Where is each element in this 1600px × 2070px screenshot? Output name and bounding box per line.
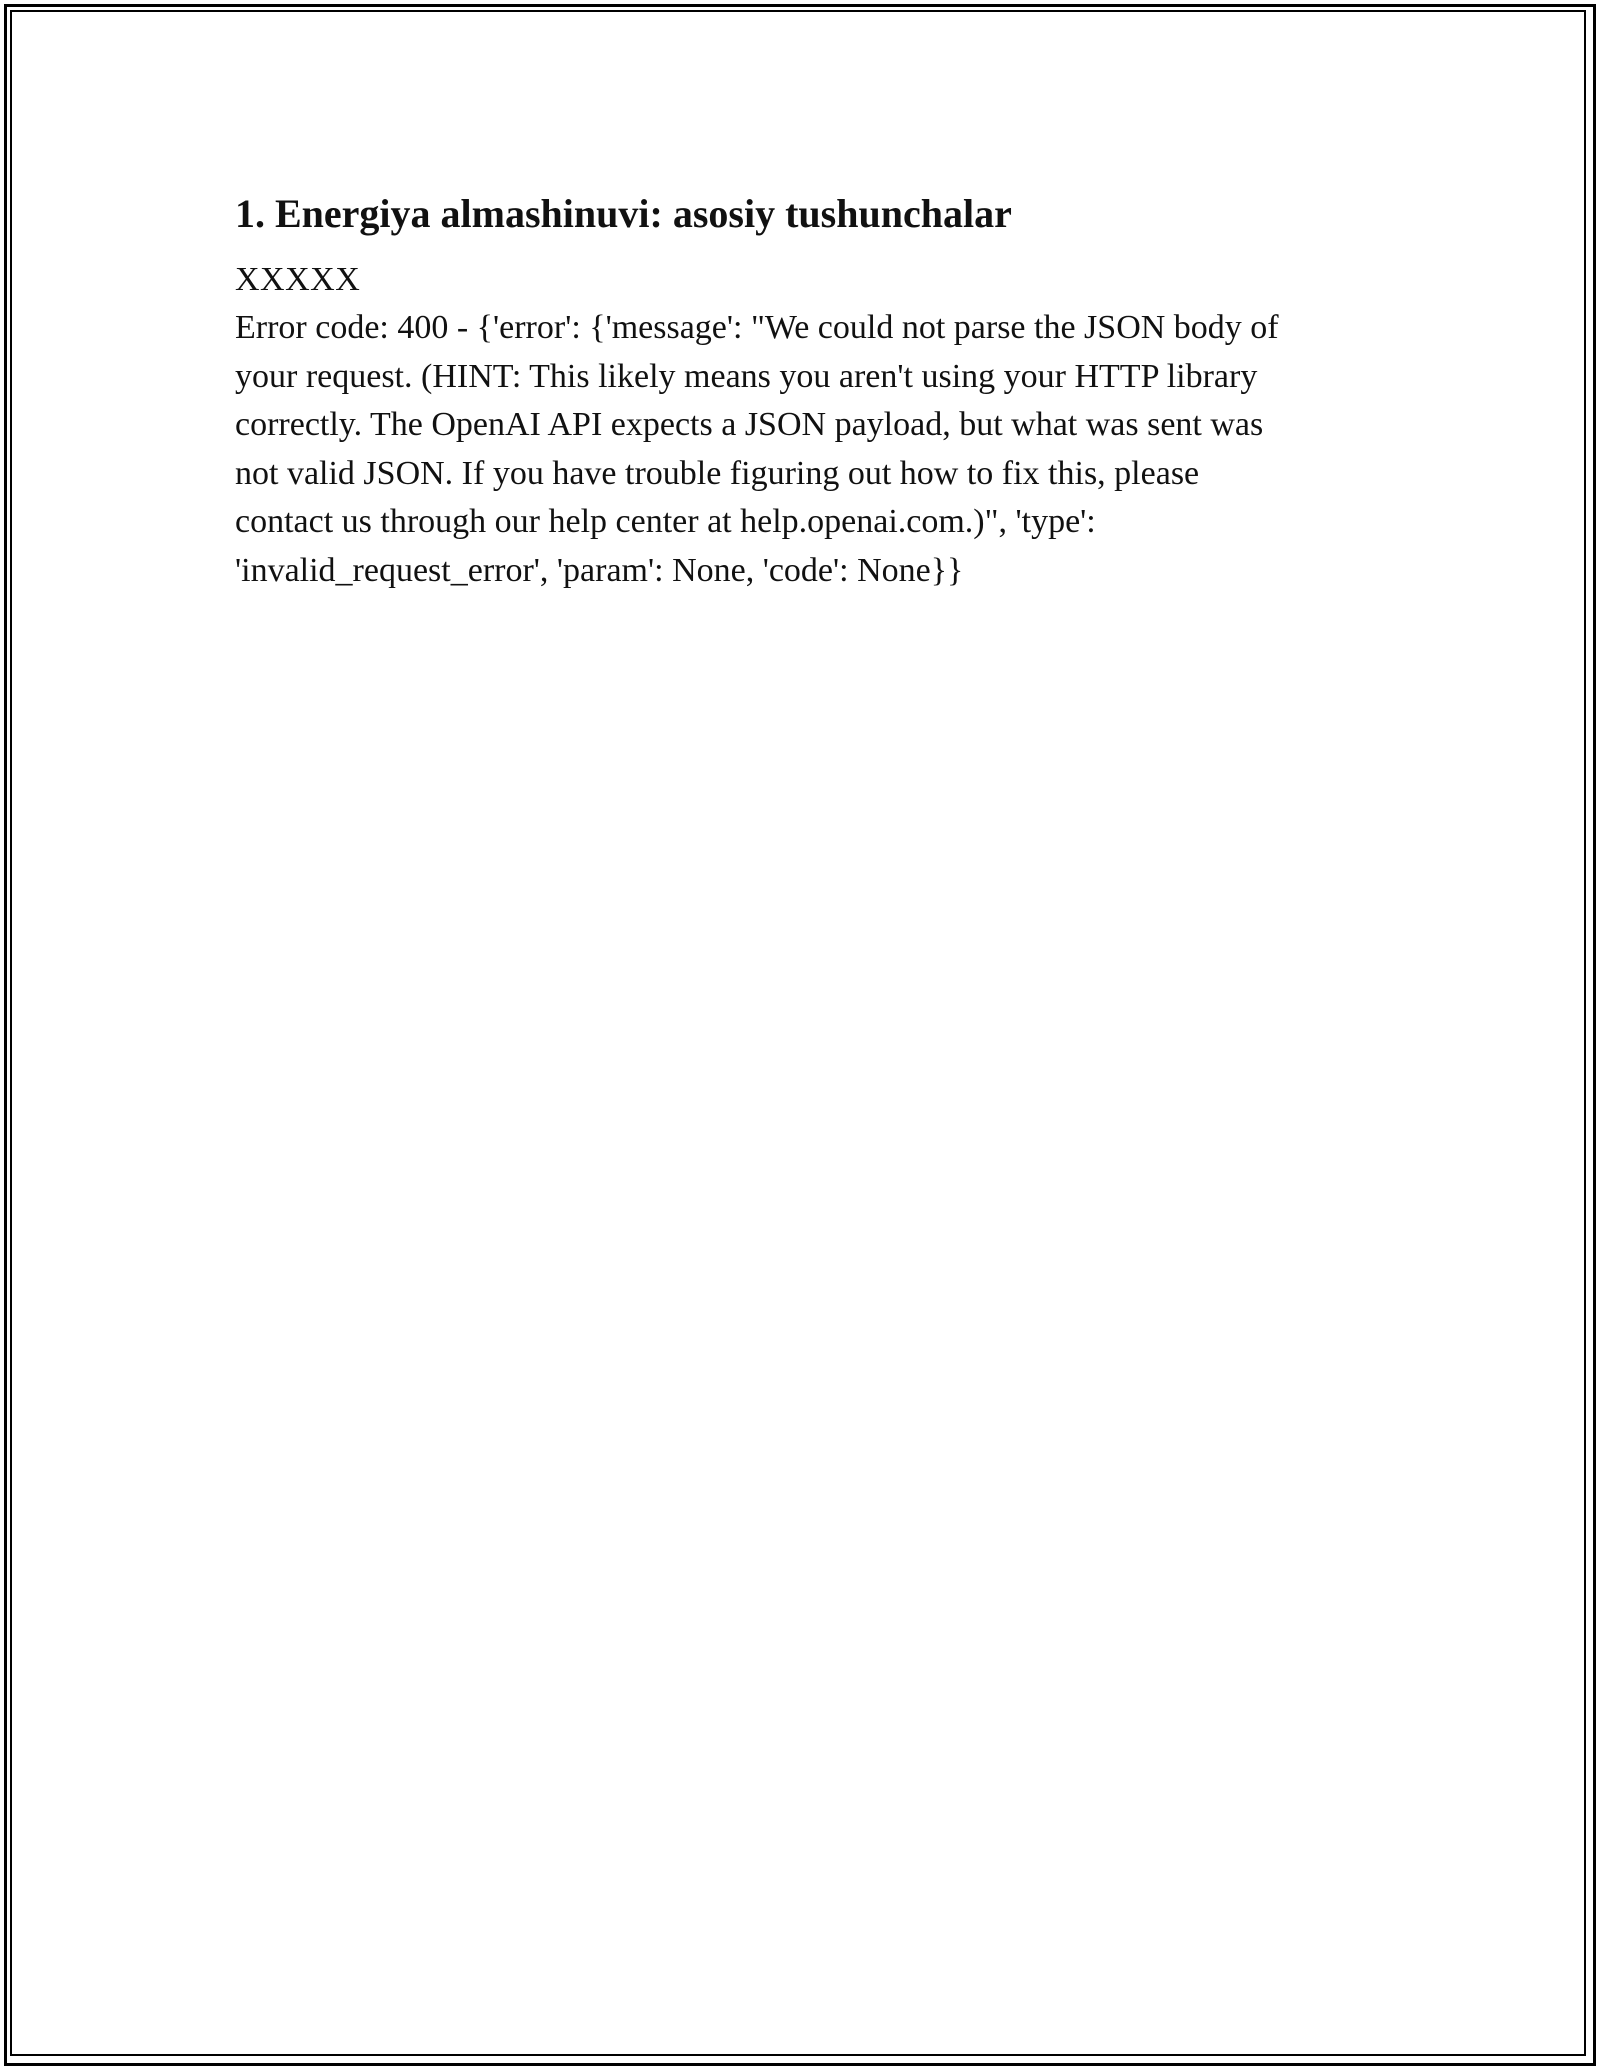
error-line: correctly. The OpenAI API expects a JSON payload, but what was sent was xyxy=(235,406,1264,443)
placeholder-text: XXXXX xyxy=(235,261,361,298)
error-line: your request. (HINT: This likely means you aren't using your HTTP library xyxy=(235,357,1258,395)
error-line: contact us through our help center at help.openai.com.)", 'type': xyxy=(235,503,1096,540)
error-line: not valid JSON. If you have trouble figuring out how to fix this, please xyxy=(235,454,1200,492)
section-heading: 1. Energiya almashinuvi: asosiy tushunchalar xyxy=(235,191,1012,236)
page-content xyxy=(235,188,1385,595)
error-message xyxy=(235,304,1385,595)
error-line: 'invalid_request_error', 'param': None, 'code': None}} xyxy=(235,551,964,589)
error-line: Error code: 400 - {'error': {'message': "We could not parse the JSON body of xyxy=(235,309,1279,346)
